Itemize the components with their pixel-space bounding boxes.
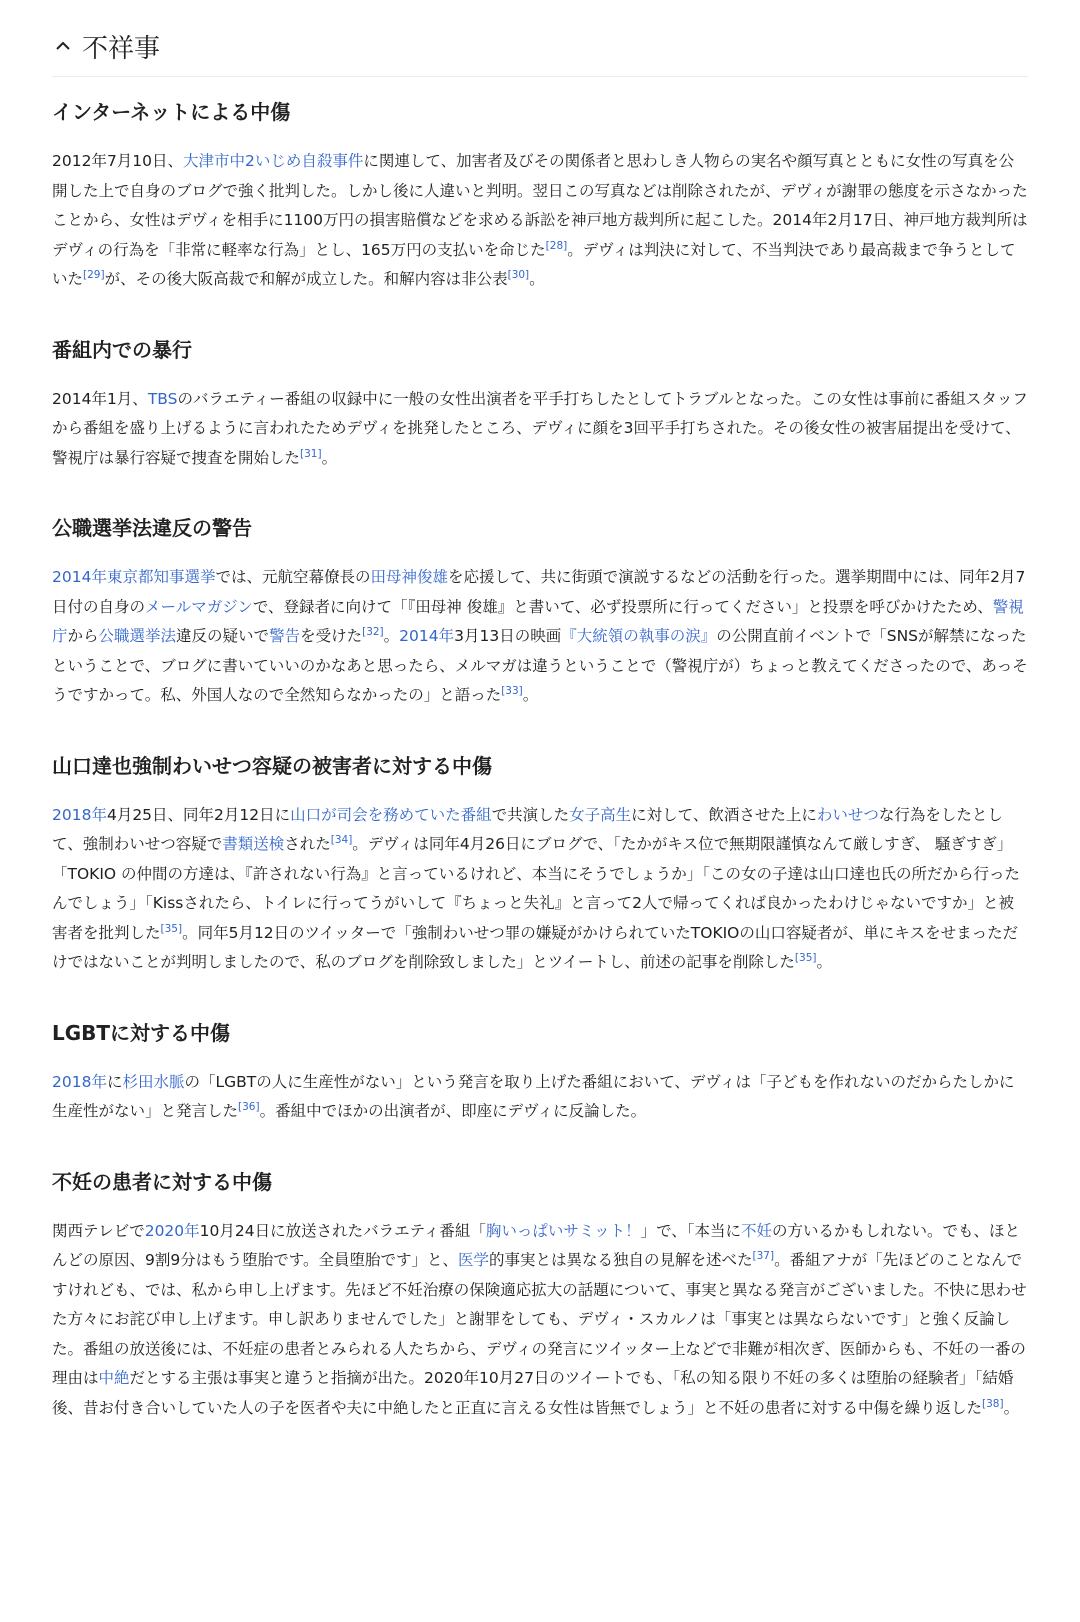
citation-ref[interactable]: [32]: [362, 625, 384, 638]
citation-ref[interactable]: [34]: [330, 833, 353, 846]
subsection-paragraph: 2018年に杉田水脈の「LGBTの人に生産性がない」という発言を取り上げた番組において、デヴィは「子どもを作れないのだからたしかに生産性がない」と発言した[36]。番組中でほかの出演者が、即座にデヴィに反論した。: [52, 1072, 1015, 1120]
section-content: [52, 97, 1028, 1423]
article-link[interactable]: 女子高生: [569, 805, 632, 824]
subsection-heading: 山口達也強制わいせつ容疑の被害者に対する中傷: [52, 753, 492, 778]
section-title: 不祥事: [82, 33, 161, 64]
citation-ref[interactable]: [29]: [83, 268, 105, 281]
article-link[interactable]: 『大統領の執事の涙』: [561, 627, 717, 645]
article-link[interactable]: 警視庁: [52, 597, 1024, 645]
citation-ref[interactable]: [31]: [300, 447, 322, 460]
article-link[interactable]: 山口が司会を務めていた番組: [290, 805, 492, 824]
subsection-paragraph: 関西テレビで2020年10月24日に放送されたバラエティ番組「胸いっぱいサミット！」で、「本当に不妊の方いるかもしれない。でも、ほとんどの原因、9割9分はもう堕胎です。全員堕胎です」と、医学的事実とは異なる独自の見解を述べた[37]。番組アナが「先ほどのことなんですけれども、では、私から申し上げます。先ほど不妊治療の保険適応拡大の話題について、事実と異なる発言がございました。不快に思わせた方々にお詫び申し上げます。申し訳ありませんでした」と謝罪をしても、デヴィ・スカルノは「事実とは異ならないです」と強く反論した。番組の放送後には、不妊症の患者とみられる人たちから、デヴィの発言にツイッター上などで非難が相次ぎ、医師からも、不妊の一番の理由は中絶だとする主張は事実と違うと指摘が出た。2020年10月27日のツイートでも、「私の知る限り不妊の多くは堕胎の経験者」「結婚後、昔お付き合いしていた人の子を医者や夫に中絶したと正直に言える女性は皆無でしょう」と不妊の患者に対する中傷を繰り返した[38]。: [52, 1221, 1027, 1417]
subsection-heading: LGBTに対する中傷: [52, 1020, 231, 1045]
article-link[interactable]: 不妊: [741, 1221, 773, 1240]
citation-ref[interactable]: [35]: [160, 922, 183, 935]
subsection-paragraph: 2014年東京都知事選挙では、元航空幕僚長の田母神俊雄を応援して、共に街頭で演説するなどの活動を行った。選挙期間中には、同年2月7日付の自身のメールマガジンで、登録者に向けて「『田母神 俊雄』と書いて、必ず投票所に行ってください」と投票を呼びかけたため、警視庁から公職選挙法違反の疑いで警告を受けた[32]。2014年3月13日の映画『大統領の執事の涙』の公開直前イベントで「SNSが解禁になったということで、ブログに書いていいのかなあと思ったら、メルマガは違うということで（警視庁が）ちょっと教えてくださったので、あっそうですかって。私、外国人なので全然知らなかったの」と語った[33]。: [52, 568, 1028, 704]
citation-ref[interactable]: [38]: [982, 1397, 1004, 1410]
section-header[interactable]: [52, 26, 1028, 77]
subsection-heading: インターネットによる中傷: [52, 100, 291, 124]
citation-ref[interactable]: [37]: [752, 1249, 775, 1262]
article-link[interactable]: 2018年: [52, 805, 107, 824]
article-link[interactable]: 2020年: [144, 1221, 200, 1240]
article-link[interactable]: メールマガジン: [145, 597, 253, 616]
article-link[interactable]: 田母神俊雄: [370, 568, 448, 586]
article-link[interactable]: 中絶: [98, 1369, 130, 1387]
article-link[interactable]: 2014年: [399, 627, 455, 645]
subsection-heading: 公職選挙法違反の警告: [52, 516, 252, 540]
chevron-up-icon[interactable]: [52, 35, 74, 57]
article-link[interactable]: 公職選挙法: [98, 627, 177, 645]
article-link[interactable]: 警告: [269, 627, 301, 645]
article-link[interactable]: 杉田水脈: [122, 1072, 185, 1091]
subsection-paragraph: 2014年1月、TBSのバラエティー番組の収録中に一般の女性出演者を平手打ちしたとしてトラブルとなった。この女性は事前に番組スタッフから番組を盛り上げるように言われたためデヴィを挑発したところ、デヴィに顔を3回平手打ちされた。その後女性の被害届提出を受けて、警視庁は暴行容疑で捜査を開始した[31]。: [52, 389, 1028, 467]
article-link[interactable]: 2014年東京都知事選挙: [52, 568, 216, 586]
article-link[interactable]: 大津市中2いじめ自殺事件: [183, 152, 364, 170]
citation-ref[interactable]: [28]: [545, 239, 568, 252]
article-link[interactable]: 胸いっぱいサミット！: [485, 1221, 641, 1240]
subsection-heading: 番組内での暴行: [52, 337, 192, 362]
citation-ref[interactable]: [30]: [507, 268, 530, 281]
article-link[interactable]: 書類送検: [222, 835, 285, 853]
subsection-paragraph: 2012年7月10日、大津市中2いじめ自殺事件に関連して、加害者及びその関係者と思わしき人物らの実名や顔写真とともに女性の写真を公開した上で自身のブログで強く批判した。しかし後に人違いと判明。翌日この写真などは削除されたが、デヴィが謝罪の態度を示さなかったことから、女性はデヴィを相手に1100万円の損害賠償などを求める訴訟を神戸地方裁判所に起こした。2014年2月17日、神戸地方裁判所はデヴィの行為を「非常に軽率な行為」とし、165万円の支払いを命じた[28]。デヴィは判決に対して、不当判決であり最高裁まで争うとしていた[29]が、その後大阪高裁で和解が成立した。和解内容は非公表[30]。: [52, 152, 1028, 288]
article-link[interactable]: わいせつ: [816, 805, 879, 824]
article-link[interactable]: 2018年: [52, 1072, 107, 1091]
citation-ref[interactable]: [36]: [238, 1100, 260, 1113]
article-link[interactable]: TBS: [147, 389, 178, 408]
citation-ref[interactable]: [33]: [501, 684, 523, 697]
article-link[interactable]: 医学: [458, 1251, 490, 1269]
subsection-paragraph: 2018年4月25日、同年2月12日に山口が司会を務めていた番組で共演した女子高生に対して、飲酒させた上にわいせつな行為をしたとして、強制わいせつ容疑で書類送検された[34]。デヴィは同年4月26日にブログで、「たかがキス位で無期限謹慎なんて厳しすぎ、 騒ぎすぎ」「TOKIO の仲間の方達は、『許されない行為』と言っているけれど、本当にそうでしょうか」「この女の子達は山口達也氏の所だから行ったんでしょう」「Kissされたら、トイレに行ってうがいして『ちょっと失礼』と言って2人で帰ってくれば良かったわけじゃないですか」と被害者を批判した[35]。同年5月12日のツイッターで「強制わいせつ罪の嫌疑がかけられていたTOKIOの山口容疑者が、単にキスをせまっただけではないことが判明しましたので、私のブログを削除致しました」とツイートし、前述の記事を削除した[35]。: [52, 805, 1021, 971]
subsection-heading: 不妊の患者に対する中傷: [52, 1169, 272, 1194]
citation-ref[interactable]: [35]: [794, 951, 817, 964]
